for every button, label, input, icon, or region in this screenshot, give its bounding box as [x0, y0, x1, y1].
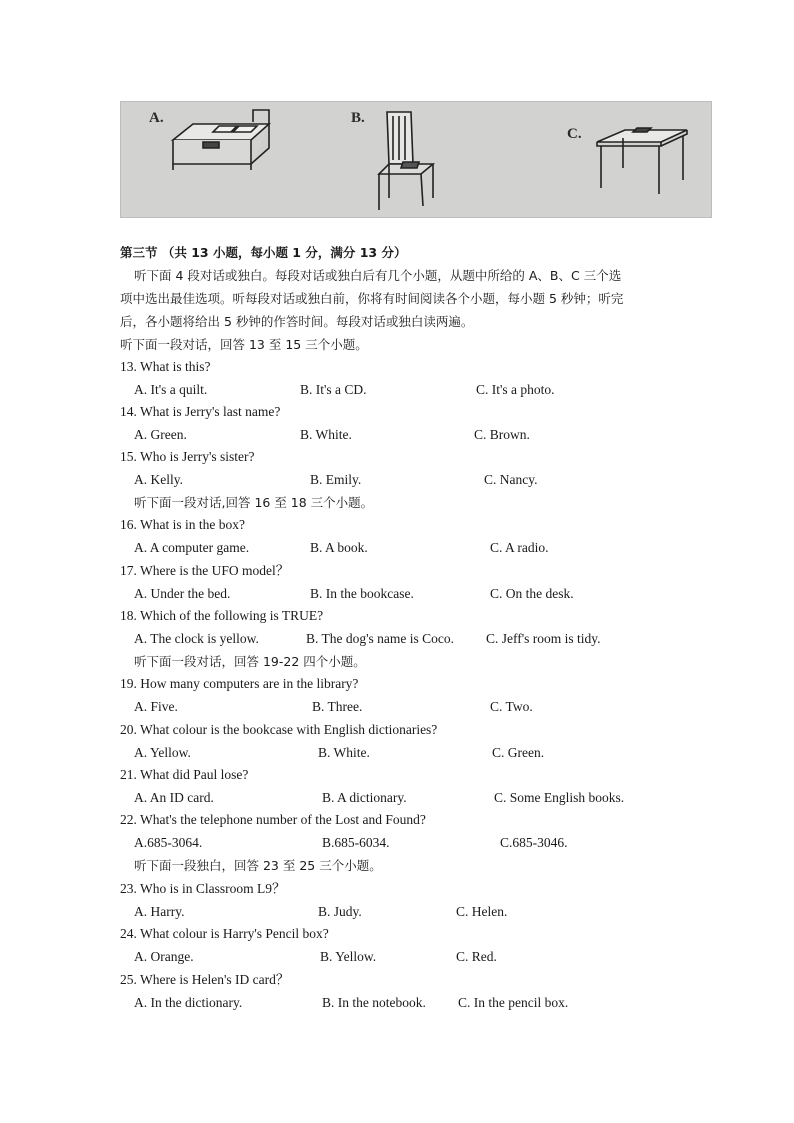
option-b: B. In the notebook.: [322, 995, 426, 1010]
option-b: B. White.: [300, 427, 352, 442]
question-stem: 16. What is in the box?: [120, 517, 245, 532]
question-stem: 20. What colour is the bookcase with English dictionaries?: [120, 722, 438, 737]
question-stem: 14. What is Jerry's last name?: [120, 404, 281, 419]
bed-icon: [173, 110, 269, 170]
option-a: A. Five.: [134, 699, 178, 714]
option-b: B.685-6034.: [322, 835, 390, 850]
question-stem: 15. Who is Jerry's sister?: [120, 449, 255, 464]
option-c: C. Green.: [492, 745, 545, 760]
option-b: B. The dog's name is Coco.: [306, 631, 455, 646]
picture-options-strip: [120, 101, 712, 218]
option-b: B. A book.: [310, 540, 368, 555]
question-stem: 19. How many computers are in the library?: [120, 676, 359, 691]
option-b: B. A dictionary.: [322, 790, 407, 805]
option-a: A.685-3064.: [134, 835, 203, 850]
question-stem: 17. Where is the UFO model？: [120, 563, 290, 578]
group-heading-3: 听下面一段对话，回答 19-22 四个小题。: [134, 654, 366, 669]
question-stem: 25. Where is Helen's ID card？: [120, 972, 290, 987]
question-stem: 18. Which of the following is TRUE?: [120, 608, 324, 623]
option-b: B. Emily.: [310, 472, 362, 487]
group-heading-4: 听下面一段独白，回答 23 至 25 三个小题。: [134, 858, 382, 873]
option-a: A. A computer game.: [134, 540, 250, 555]
option-b: B. Yellow.: [320, 949, 377, 964]
option-c: C. Red.: [456, 949, 497, 964]
option-b: B. In the bookcase.: [310, 586, 414, 601]
question-stem: 13. What is this?: [120, 359, 211, 374]
option-b-label: B.: [351, 110, 365, 126]
option-c: C. It's a photo.: [476, 382, 555, 397]
option-c: C. In the pencil box.: [458, 995, 569, 1010]
option-c-label: C.: [567, 126, 582, 142]
desk-icon: [597, 128, 687, 194]
section-title: 第三节 （共 13 小题，每小题 1 分，满分 13 分）: [120, 245, 407, 260]
option-c: C. Two.: [490, 699, 533, 714]
option-a: A. Green.: [134, 427, 187, 442]
option-b: B. It's a CD.: [300, 382, 367, 397]
option-c: C. Helen.: [456, 904, 508, 919]
option-a: A. Kelly.: [134, 472, 183, 487]
group-heading-1: 听下面一段对话，回答 13 至 15 三个小题。: [120, 337, 368, 352]
option-c: C. Brown.: [474, 427, 530, 442]
group-heading-2: 听下面一段对话,回答 16 至 18 三个小题。: [134, 495, 374, 510]
option-c: C. Nancy.: [484, 472, 538, 487]
question-stem: 21. What did Paul lose?: [120, 767, 249, 782]
instruction-line-2: 项中选出最佳选项。听每段对话或独白前，你将有时间阅读各个小题，每小题 5 秒钟；听完: [120, 291, 624, 306]
instruction-line-1: 听下面 4 段对话或独白。每段对话或独白后有几个小题，从题中所给的 A、B、C 三个选: [134, 268, 622, 283]
option-a: A. Orange.: [134, 949, 194, 964]
option-c: C. Some English books.: [494, 790, 625, 805]
option-b: B. Three.: [312, 699, 363, 714]
option-c: C.685-3046.: [500, 835, 568, 850]
option-b: B. White.: [318, 745, 370, 760]
question-stem: 24. What colour is Harry's Pencil box?: [120, 926, 329, 941]
option-b: B. Judy.: [318, 904, 362, 919]
option-a: A. It's a quilt.: [134, 382, 208, 397]
instruction-line-3: 后，各小题将给出 5 秒钟的作答时间。每段对话或独白读两遍。: [120, 314, 474, 329]
chair-icon: [379, 112, 433, 210]
option-a: A. The clock is yellow.: [134, 631, 259, 646]
option-a: A. An ID card.: [134, 790, 214, 805]
question-stem: 22. What's the telephone number of the Lost and Found?: [120, 812, 426, 827]
option-a-label: A.: [149, 110, 164, 126]
option-c: C. A radio.: [490, 540, 549, 555]
option-a: A. Harry.: [134, 904, 185, 919]
option-a: A. In the dictionary.: [134, 995, 243, 1010]
option-a: A. Under the bed.: [134, 586, 231, 601]
question-stem: 23. Who is in Classroom L9？: [120, 881, 286, 896]
option-c: C. On the desk.: [490, 586, 574, 601]
option-c: C. Jeff's room is tidy.: [486, 631, 601, 646]
option-a: A. Yellow.: [134, 745, 191, 760]
